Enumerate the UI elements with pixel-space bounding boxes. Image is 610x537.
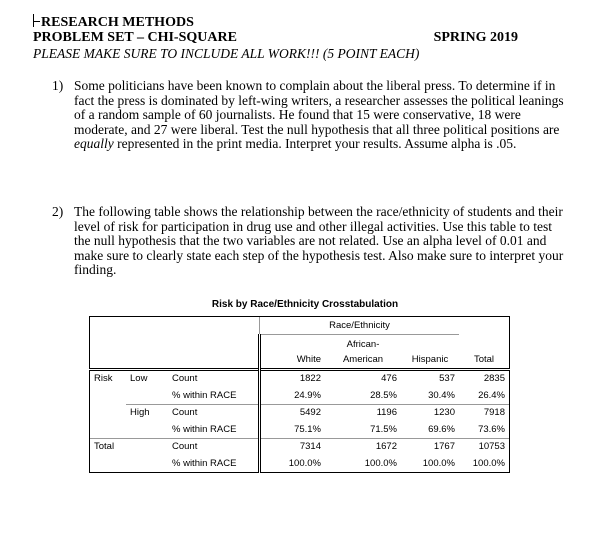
table-cell: 100.0% xyxy=(459,455,510,472)
table-cell: 71.5% xyxy=(370,423,397,435)
table-cell: 24.9% xyxy=(260,387,326,404)
course-title: RESEARCH METHODS xyxy=(33,14,194,31)
table-cell: 28.5% xyxy=(370,389,397,401)
table-cell: 10753 xyxy=(459,438,510,455)
table-cell: 1230 xyxy=(401,404,459,421)
stat-label: % within RACE xyxy=(168,455,260,472)
table-cell: 75.1% xyxy=(260,421,326,438)
table-cell: 537 xyxy=(401,369,459,387)
table-cell: 1196 xyxy=(325,404,401,421)
emphasis-word: equally xyxy=(74,136,114,152)
row-var-label: Risk xyxy=(90,369,127,387)
table-cell: 476 xyxy=(325,369,401,387)
col-group-header: Race/Ethnicity xyxy=(260,317,460,335)
empty-cell xyxy=(126,387,168,404)
table-cell: 100.0% xyxy=(325,455,401,472)
empty-cell xyxy=(459,334,510,351)
table-cell: 2835 xyxy=(459,369,510,387)
row-level-high: High xyxy=(126,404,168,421)
question-number: 1) xyxy=(52,78,64,93)
instructions-line: PLEASE MAKE SURE TO INCLUDE ALL WORK!!! (5 POINT EACH) xyxy=(33,46,420,61)
table-cell: 1822 xyxy=(260,369,326,387)
empty-cell xyxy=(90,404,127,421)
table-cell: 100.0% xyxy=(401,455,459,472)
table-cell: 5492 xyxy=(260,404,326,421)
dash-mark xyxy=(34,21,40,22)
col-header-total: Total xyxy=(459,351,510,369)
table-cell: 73.6% xyxy=(459,421,510,438)
stat-label: Count xyxy=(168,404,260,421)
table-cell: 100.0% xyxy=(260,455,326,472)
stat-label: Count xyxy=(168,438,260,455)
empty-cell xyxy=(90,455,169,472)
empty-cell xyxy=(90,421,127,438)
col-header-white: White xyxy=(260,351,326,369)
empty-cell xyxy=(90,387,127,404)
question-text: Some politicians have been known to complain about the liberal press. To determine if in fact the press is dominated by left-wing writers, a researcher assesses the political leanings of a random sample of 60 journalists. He found that 15 were conservative, 18 were moderate, and 27 were liberal. Test the null hypothesis that all three political positions are equally represented in the print media. Interpret your results. Assume alpha is .05. xyxy=(74,78,564,152)
empty-cell xyxy=(260,334,326,351)
semester-label: SPRING 2019 xyxy=(433,30,518,45)
question-text: The following table shows the relationship between the race/ethnicity of students and their level of risk for participation in drug use and other illegal activities. Use this table to test the null hypothesis that the two variables are not related. Use an alpha level of 0.01 and make sure to clearly state each step of the hypothesis test. Also make sure to interpret your finding. xyxy=(74,204,564,278)
question-number: 2) xyxy=(52,204,64,219)
col-header-african: African- xyxy=(325,334,401,351)
table-cell: 26.4% xyxy=(459,387,510,404)
empty-corner xyxy=(90,317,260,370)
table-cell: 30.4% xyxy=(428,389,455,401)
table-cell: 1672 xyxy=(325,438,401,455)
empty-cell xyxy=(401,334,459,351)
table-cell: 69.6% xyxy=(428,423,455,435)
table-cell: 1767 xyxy=(401,438,459,455)
table-title: Risk by Race/Ethnicity Crosstabulation xyxy=(211,299,399,310)
empty-cell xyxy=(459,317,510,335)
total-row-label: Total xyxy=(90,438,169,455)
crosstab-table xyxy=(89,316,510,473)
row-level-low: Low xyxy=(126,369,168,387)
table-cell: 7314 xyxy=(260,438,326,455)
stat-label: Count xyxy=(168,369,260,387)
stat-label: % within RACE xyxy=(172,389,237,401)
table-cell: 7918 xyxy=(459,404,510,421)
col-header-hispanic: Hispanic xyxy=(411,353,449,365)
empty-cell xyxy=(126,421,168,438)
problem-set-title: PROBLEM SET – CHI-SQUARE xyxy=(33,30,237,45)
col-header-american: American xyxy=(342,353,384,365)
stat-label: % within RACE xyxy=(172,423,237,435)
